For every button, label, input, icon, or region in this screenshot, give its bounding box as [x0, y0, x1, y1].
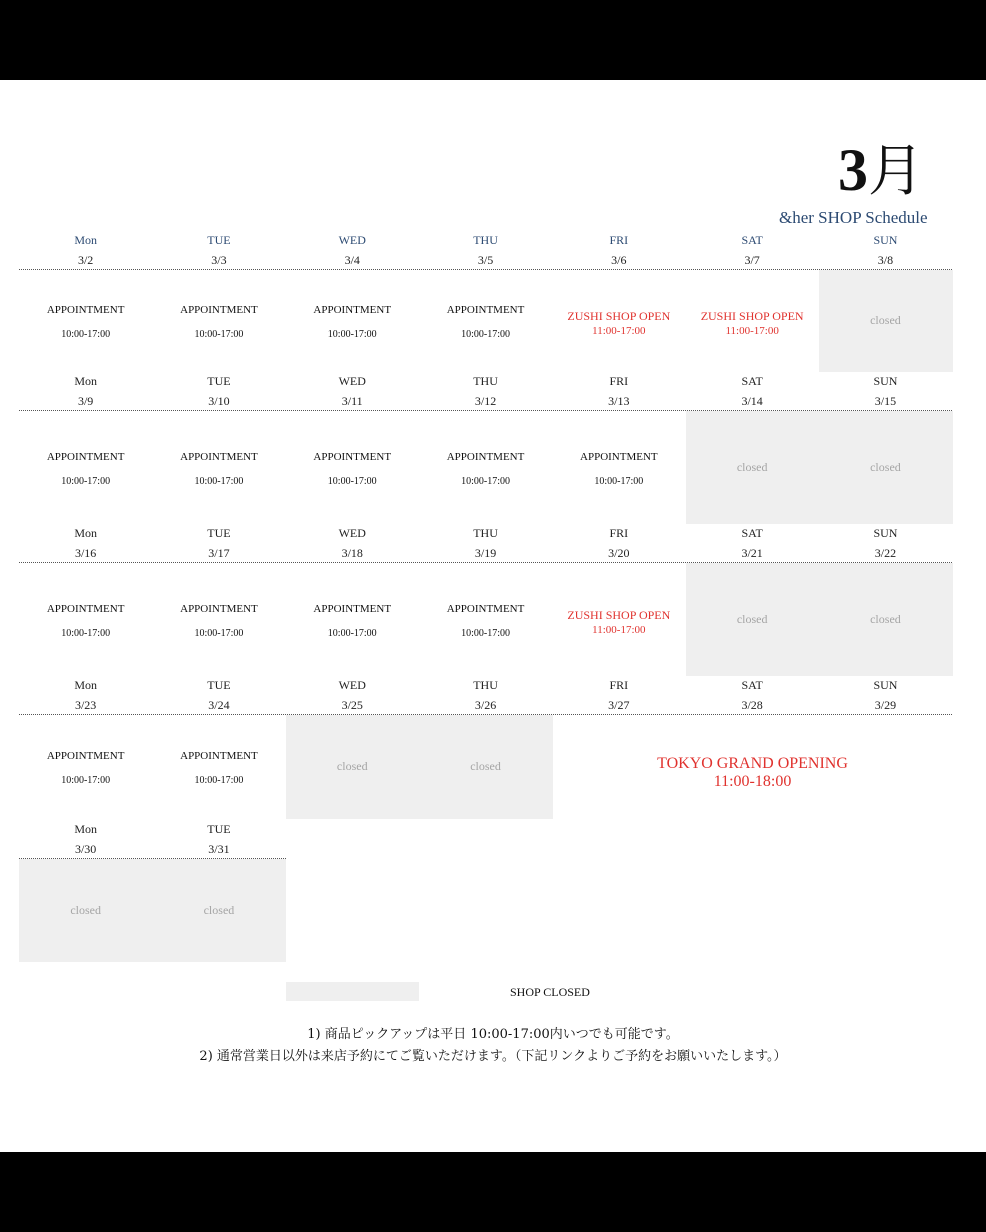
appointment-time: 10:00-17:00	[61, 329, 111, 340]
day-name: TUE	[207, 678, 231, 692]
day-name: THU	[473, 233, 498, 247]
day-name: WED	[338, 374, 366, 388]
appointment-label: APPOINTMENT	[446, 602, 525, 615]
legend-closed-swatch	[286, 982, 419, 1001]
zushi-open-time: 11:00-17:00	[592, 325, 646, 337]
appointment-time: 10:00-17:00	[194, 475, 244, 487]
day-date: 3/20	[608, 546, 630, 560]
closed-label: closed	[203, 902, 235, 917]
day-date: 3/16	[74, 546, 97, 560]
day-name: TUE	[207, 233, 231, 247]
closed-label: closed	[470, 759, 501, 773]
day-name: Mon	[74, 526, 97, 540]
appointment-time: 10:00-17:00	[61, 775, 111, 786]
day-date: 3/19	[474, 546, 497, 560]
note-2: 2) 通常営業日以外は来店予約にてご覧いただけます。（下記リンクよりご予約をお願いいたします。）	[199, 1049, 787, 1064]
day-name: SAT	[741, 526, 763, 540]
closed-label: closed	[70, 902, 101, 917]
day-date: 3/17	[208, 546, 230, 560]
appointment-time: 10:00-17:00	[327, 627, 377, 639]
appointment-time: 10:00-17:00	[61, 627, 111, 639]
day-name: TUE	[207, 374, 231, 388]
closed-label: closed	[870, 459, 901, 474]
tokyo-grand-opening	[553, 755, 952, 791]
week-divider	[19, 269, 952, 270]
closed-label: closed	[870, 313, 901, 327]
day-name: Mon	[74, 822, 97, 836]
day-date: 3/5	[477, 253, 494, 267]
appointment-label: APPOINTMENT	[313, 602, 392, 615]
grand-opening-time: 11:00-18:00	[713, 773, 792, 790]
day-date: 3/4	[344, 253, 360, 267]
day-date: 3/28	[741, 698, 763, 712]
zushi-open-time: 11:00-17:00	[725, 325, 779, 337]
day-name: THU	[473, 526, 498, 540]
day-date: 3/10	[208, 394, 230, 408]
day-date: 3/30	[74, 842, 97, 856]
schedule-page	[0, 80, 986, 1152]
appointment-time: 10:00-17:00	[594, 475, 644, 487]
day-name: SUN	[873, 678, 898, 692]
appointment-time: 10:00-17:00	[194, 775, 244, 786]
day-date: 3/12	[474, 394, 497, 408]
day-date: 3/24	[208, 698, 230, 712]
appointment-label: APPOINTMENT	[46, 450, 125, 463]
month-title: 3月	[838, 137, 924, 203]
day-date: 3/25	[341, 698, 363, 712]
day-name: THU	[473, 678, 498, 692]
closed-label: closed	[736, 611, 768, 626]
legend-closed-label: SHOP CLOSED	[510, 985, 590, 999]
day-date: 3/6	[611, 253, 627, 267]
day-name: TUE	[207, 526, 231, 540]
closed-label: closed	[736, 459, 768, 474]
appointment-label: APPOINTMENT	[46, 602, 125, 615]
day-date: 3/14	[741, 394, 763, 408]
day-name: SAT	[741, 374, 763, 388]
day-date: 3/9	[77, 394, 94, 408]
day-date: 3/18	[341, 546, 363, 560]
day-name: SUN	[873, 526, 898, 540]
day-date: 3/15	[874, 394, 897, 408]
appointment-label: APPOINTMENT	[180, 450, 258, 463]
day-date: 3/7	[744, 253, 760, 267]
appointment-time: 10:00-17:00	[461, 329, 510, 340]
day-name: SUN	[873, 233, 898, 247]
appointment-label: APPOINTMENT	[580, 450, 658, 463]
appointment-label: APPOINTMENT	[180, 750, 258, 762]
day-date: 3/22	[874, 546, 897, 560]
zushi-open-label: ZUSHI SHOP OPEN	[567, 607, 671, 622]
day-name: FRI	[609, 526, 629, 540]
day-name: SAT	[741, 678, 763, 692]
appointment-label: APPOINTMENT	[313, 450, 392, 463]
day-date: 3/26	[474, 698, 497, 712]
appointment-label: APPOINTMENT	[446, 450, 525, 463]
day-date: 3/3	[211, 253, 227, 267]
note-1: 1) 商品ピックアップは平日 10:00-17:00内いつでも可能です。	[307, 1027, 679, 1042]
zushi-open-label: ZUSHI SHOP OPEN	[567, 309, 671, 323]
appointment-time: 10:00-17:00	[327, 329, 377, 340]
appointment-label: APPOINTMENT	[446, 304, 525, 316]
day-date: 3/29	[874, 698, 897, 712]
day-date: 3/23	[74, 698, 97, 712]
day-name: FRI	[609, 678, 629, 692]
appointment-time: 10:00-17:00	[461, 627, 510, 639]
grand-opening-label: TOKYO GRAND OPENING	[657, 755, 848, 772]
appointment-label: APPOINTMENT	[46, 304, 125, 316]
closed-label: closed	[336, 759, 368, 773]
day-date: 3/8	[877, 253, 894, 267]
appointment-time: 10:00-17:00	[461, 475, 510, 487]
appointment-time: 10:00-17:00	[194, 329, 244, 340]
day-name: Mon	[74, 233, 97, 247]
day-date: 3/21	[741, 546, 763, 560]
day-name: FRI	[609, 374, 629, 388]
closed-label: closed	[870, 611, 901, 626]
appointment-label: APPOINTMENT	[180, 602, 258, 615]
day-name: WED	[338, 233, 366, 247]
day-name: SUN	[873, 374, 898, 388]
day-name: WED	[338, 678, 366, 692]
appointment-label: APPOINTMENT	[180, 304, 258, 316]
zushi-open-label: ZUSHI SHOP OPEN	[700, 309, 804, 323]
schedule-subtitle: &her SHOP Schedule	[779, 208, 928, 227]
day-date: 3/31	[208, 842, 230, 856]
day-name: THU	[473, 374, 498, 388]
day-name: Mon	[74, 678, 97, 692]
day-date: 3/27	[608, 698, 630, 712]
day-name: Mon	[74, 374, 97, 388]
day-date: 3/13	[608, 394, 630, 408]
day-name: TUE	[207, 822, 231, 836]
appointment-time: 10:00-17:00	[61, 475, 111, 487]
day-date: 3/2	[77, 253, 94, 267]
day-name: SAT	[741, 233, 763, 247]
zushi-open-time: 11:00-17:00	[592, 623, 646, 636]
appointment-time: 10:00-17:00	[194, 627, 244, 639]
day-name: WED	[338, 526, 366, 540]
appointment-label: APPOINTMENT	[313, 304, 392, 316]
appointment-time: 10:00-17:00	[327, 475, 377, 487]
day-name: FRI	[609, 233, 629, 247]
appointment-label: APPOINTMENT	[46, 750, 125, 762]
day-date: 3/11	[341, 394, 363, 408]
